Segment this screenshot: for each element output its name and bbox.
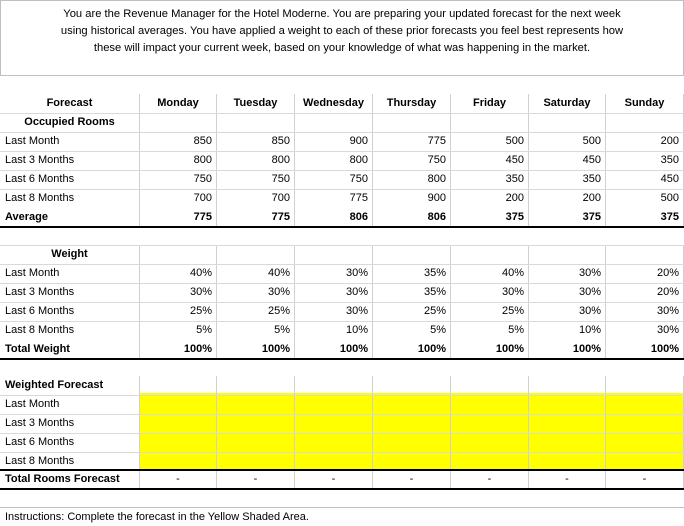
weight-value: 30% — [529, 283, 606, 302]
rooms-value: 750 — [140, 170, 217, 189]
total-weight-value: 100% — [217, 340, 295, 359]
row-divider — [0, 452, 684, 453]
rooms-value: 750 — [373, 151, 451, 170]
total-rooms-value: - — [373, 470, 451, 489]
rooms-value: 775 — [295, 189, 373, 208]
forecast-row — [0, 189, 684, 208]
weight-value: 30% — [606, 302, 684, 321]
rooms-value: 450 — [606, 170, 684, 189]
average-value: 375 — [606, 208, 684, 227]
day-header-wednesday: Wednesday — [295, 94, 373, 113]
weighted-input-cell[interactable] — [140, 395, 217, 414]
weight-value: 5% — [217, 321, 295, 340]
weighted-input-cell[interactable] — [140, 433, 217, 452]
empty-cell — [606, 113, 684, 132]
empty-cell — [606, 376, 684, 395]
weight-value: 10% — [295, 321, 373, 340]
rooms-value: 200 — [606, 132, 684, 151]
subheader-row — [0, 113, 684, 132]
row-label: Last 3 Months — [0, 283, 140, 302]
empty-cell — [451, 376, 529, 395]
weight-value: 30% — [606, 321, 684, 340]
empty-cell — [451, 245, 529, 264]
forecast-row — [0, 170, 684, 189]
total-rooms-row — [0, 470, 684, 489]
instructions-text: Instructions: Complete the forecast in the Yellow Shaded Area. — [0, 507, 684, 526]
empty-cell — [140, 113, 217, 132]
total-weight-value: 100% — [529, 340, 606, 359]
rooms-value: 850 — [140, 132, 217, 151]
row-label: Last 3 Months — [0, 414, 140, 433]
weight-value: 35% — [373, 283, 451, 302]
row-label: Last 6 Months — [0, 433, 140, 452]
rooms-value: 200 — [529, 189, 606, 208]
total-weight-row — [0, 340, 684, 359]
row-divider — [0, 245, 684, 246]
row-divider — [0, 264, 684, 265]
rooms-value: 800 — [140, 151, 217, 170]
empty-cell — [140, 245, 217, 264]
empty-cell — [140, 376, 217, 395]
rooms-value: 775 — [373, 132, 451, 151]
weighted-input-cell[interactable] — [451, 433, 529, 452]
empty-cell — [373, 113, 451, 132]
weight-value: 5% — [140, 321, 217, 340]
day-header-sunday: Sunday — [606, 94, 684, 113]
weight-value: 40% — [217, 264, 295, 283]
day-header-saturday: Saturday — [529, 94, 606, 113]
weight-value: 30% — [295, 264, 373, 283]
rooms-value: 450 — [451, 151, 529, 170]
row-label: Last 8 Months — [0, 321, 140, 340]
weighted-input-cell[interactable] — [295, 395, 373, 414]
row-label: Last 3 Months — [0, 151, 140, 170]
weight-value: 30% — [140, 283, 217, 302]
day-header-tuesday: Tuesday — [217, 94, 295, 113]
row-label: Last 6 Months — [0, 170, 140, 189]
weighted-header-row — [0, 376, 684, 395]
row-label: Last 8 Months — [0, 189, 140, 208]
total-weight-value: 100% — [295, 340, 373, 359]
forecast-header: Forecast — [0, 94, 140, 113]
weight-value: 30% — [217, 283, 295, 302]
day-header-monday: Monday — [140, 94, 217, 113]
day-header-friday: Friday — [451, 94, 529, 113]
weight-header: Weight — [0, 245, 140, 264]
weighted-input-cell[interactable] — [529, 433, 606, 452]
header-row — [0, 94, 684, 113]
rooms-value: 750 — [217, 170, 295, 189]
empty-cell — [295, 113, 373, 132]
rooms-value: 900 — [373, 189, 451, 208]
row-label: Last Month — [0, 264, 140, 283]
row-label: Last Month — [0, 395, 140, 414]
average-value: 806 — [373, 208, 451, 227]
weighted-input-cell[interactable] — [217, 414, 295, 433]
row-divider — [0, 414, 684, 415]
weighted-input-cell[interactable] — [606, 433, 684, 452]
weighted-row — [0, 433, 684, 452]
day-header-thursday: Thursday — [373, 94, 451, 113]
rooms-value: 900 — [295, 132, 373, 151]
rooms-value: 350 — [451, 170, 529, 189]
weight-value: 25% — [373, 302, 451, 321]
forecast-row — [0, 151, 684, 170]
row-label: Last 8 Months — [0, 452, 140, 471]
weighted-input-cell[interactable] — [606, 414, 684, 433]
row-divider — [0, 433, 684, 434]
weighted-input-cell[interactable] — [606, 395, 684, 414]
rooms-value: 700 — [140, 189, 217, 208]
intro-line-3: these will impact your current week, based on your knowledge of what was happening in the market. — [93, 42, 591, 54]
weighted-input-cell[interactable] — [140, 414, 217, 433]
total-weight-label: Total Weight — [0, 340, 140, 359]
weighted-input-cell[interactable] — [451, 414, 529, 433]
empty-cell — [529, 245, 606, 264]
weighted-input-cell[interactable] — [295, 433, 373, 452]
total-rooms-value: - — [529, 470, 606, 489]
empty-cell — [529, 376, 606, 395]
empty-cell — [217, 113, 295, 132]
average-value: 806 — [295, 208, 373, 227]
rooms-value: 200 — [451, 189, 529, 208]
total-weight-value: 100% — [451, 340, 529, 359]
total-rooms-value: - — [140, 470, 217, 489]
row-divider — [0, 113, 684, 114]
weight-value: 30% — [295, 302, 373, 321]
weighted-input-cell[interactable] — [373, 395, 451, 414]
weight-row — [0, 264, 684, 283]
weight-value: 25% — [217, 302, 295, 321]
weighted-input-cell[interactable] — [529, 395, 606, 414]
average-value: 775 — [217, 208, 295, 227]
weighted-input-cell[interactable] — [451, 395, 529, 414]
intro-line-2: using historical averages. You have applied a weight to each of these prior forecasts you feel best represents how — [60, 25, 624, 37]
total-rule — [0, 226, 684, 228]
weighted-input-cell[interactable] — [295, 414, 373, 433]
weighted-input-cell[interactable] — [529, 414, 606, 433]
rooms-value: 800 — [217, 151, 295, 170]
weight-value: 10% — [529, 321, 606, 340]
total-rule — [0, 358, 684, 360]
rooms-value: 800 — [373, 170, 451, 189]
empty-cell — [217, 376, 295, 395]
row-divider — [0, 151, 684, 152]
empty-cell — [529, 113, 606, 132]
row-divider — [0, 283, 684, 284]
empty-cell — [295, 245, 373, 264]
empty-cell — [373, 245, 451, 264]
row-label: Last 6 Months — [0, 302, 140, 321]
weight-row — [0, 321, 684, 340]
empty-cell — [295, 376, 373, 395]
rooms-value: 350 — [606, 151, 684, 170]
total-weight-value: 100% — [373, 340, 451, 359]
weighted-input-cell[interactable] — [373, 433, 451, 452]
weight-row — [0, 283, 684, 302]
row-divider — [0, 395, 684, 396]
average-value: 775 — [140, 208, 217, 227]
rooms-value: 500 — [606, 189, 684, 208]
rooms-value: 750 — [295, 170, 373, 189]
weight-value: 30% — [529, 302, 606, 321]
empty-cell — [217, 245, 295, 264]
weight-value: 40% — [140, 264, 217, 283]
row-divider — [0, 189, 684, 190]
weight-value: 40% — [451, 264, 529, 283]
average-value: 375 — [529, 208, 606, 227]
weight-value: 35% — [373, 264, 451, 283]
total-rooms-value: - — [606, 470, 684, 489]
row-divider — [0, 302, 684, 303]
intro-text-box — [0, 0, 684, 76]
total-rooms-forecast-label: Total Rooms Forecast — [0, 470, 140, 489]
total-weight-value: 100% — [606, 340, 684, 359]
weighted-input-cell[interactable] — [373, 414, 451, 433]
weight-value: 30% — [529, 264, 606, 283]
weight-row — [0, 302, 684, 321]
weight-value: 25% — [140, 302, 217, 321]
weighted-row — [0, 414, 684, 433]
occupied-rooms-label: Occupied Rooms — [0, 113, 140, 132]
weight-value: 20% — [606, 264, 684, 283]
row-divider — [0, 170, 684, 171]
intro-line-1: You are the Revenue Manager for the Hotel Moderne. You are preparing your updated forecast for the next week — [63, 8, 621, 20]
total-rooms-value: - — [295, 470, 373, 489]
weight-value: 20% — [606, 283, 684, 302]
empty-cell — [373, 376, 451, 395]
weight-value: 5% — [373, 321, 451, 340]
rooms-value: 700 — [217, 189, 295, 208]
average-row — [0, 208, 684, 227]
total-rooms-value: - — [217, 470, 295, 489]
weighted-forecast-header: Weighted Forecast — [0, 376, 140, 395]
rooms-value: 350 — [529, 170, 606, 189]
weight-value: 5% — [451, 321, 529, 340]
total-rooms-value: - — [451, 470, 529, 489]
forecast-row — [0, 132, 684, 151]
average-value: 375 — [451, 208, 529, 227]
rooms-value: 800 — [295, 151, 373, 170]
weighted-input-cell[interactable] — [217, 395, 295, 414]
weight-header-row — [0, 245, 684, 264]
row-divider — [0, 321, 684, 322]
row-divider — [0, 132, 684, 133]
weighted-input-cell[interactable] — [217, 433, 295, 452]
weighted-row — [0, 395, 684, 414]
rooms-value: 850 — [217, 132, 295, 151]
average-label: Average — [0, 208, 140, 227]
total-rule — [0, 488, 684, 490]
total-weight-value: 100% — [140, 340, 217, 359]
weight-value: 30% — [295, 283, 373, 302]
weight-value: 25% — [451, 302, 529, 321]
total-rule — [0, 469, 684, 471]
rooms-value: 500 — [529, 132, 606, 151]
empty-cell — [606, 245, 684, 264]
rooms-value: 450 — [529, 151, 606, 170]
weight-value: 30% — [451, 283, 529, 302]
row-label: Last Month — [0, 132, 140, 151]
rooms-value: 500 — [451, 132, 529, 151]
empty-cell — [451, 113, 529, 132]
